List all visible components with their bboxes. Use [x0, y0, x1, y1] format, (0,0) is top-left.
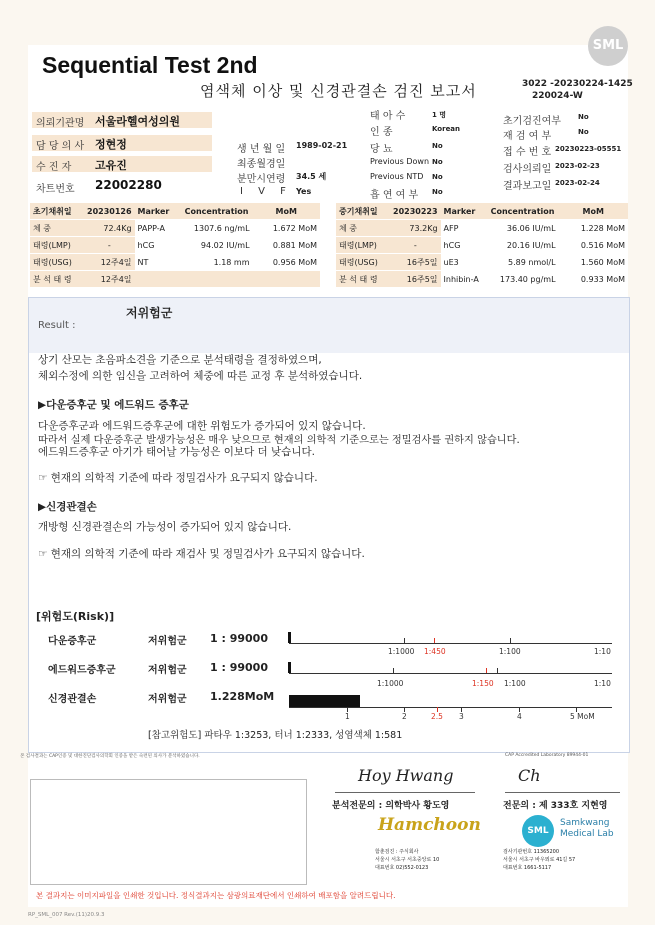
signature-line: [505, 792, 620, 793]
mom: 1.672 MoM: [253, 220, 320, 237]
marker: PAPP-A: [135, 220, 181, 237]
risk-down-level: 저위험군: [148, 636, 187, 647]
doctor-value: 정현정: [95, 138, 127, 151]
examinee-label: 수 진 자: [36, 162, 72, 173]
row-key: 태령(USG): [336, 254, 390, 271]
edwards-tick-label: 1:1000: [377, 679, 404, 688]
row-value: -: [390, 237, 441, 254]
down-tick: [404, 638, 405, 643]
mom-header: MoM: [559, 203, 628, 220]
row-key: 체 중: [30, 220, 84, 237]
edwards-tick-label: 1:150: [472, 679, 494, 688]
marker: NT: [135, 254, 181, 271]
concentration: 36.06 IU/mL: [487, 220, 559, 237]
doctor-label: 담 당 의 사: [36, 141, 85, 152]
risk-ntd-name: 신경관결손: [48, 694, 97, 705]
specialist-name: 전문의 : 제 333호 지현영: [503, 801, 608, 811]
risk-edwards-name: 에드워드증후군: [48, 665, 116, 676]
ntd-scale-line: [289, 707, 612, 708]
ntd-mom-bar: [289, 695, 360, 707]
chart-value: 22002280: [95, 178, 162, 192]
report-value: 2023-02-24: [555, 179, 600, 187]
edwards-scale-line: [289, 673, 612, 674]
address-line: 서울시 서초구 바우뫼로 41길 57: [503, 857, 576, 863]
edwards-tick-label: 1:100: [504, 679, 526, 688]
table-row: [30, 237, 320, 254]
cap-note: CAP Accredited Laboratory 89944-01: [505, 753, 589, 758]
row-key: 분 석 태 령: [336, 271, 390, 288]
dob-label: 생 년 월 일: [237, 144, 286, 155]
first-date: 20230126: [84, 203, 135, 220]
request-value: 2023-02-23: [555, 162, 600, 170]
edwards-tick: [393, 668, 394, 673]
certification-note: 본 검사결과는 CAP인증 및 대한진단검사의학회 인증을 받은 숙련된 의사가 분석하였습니다.: [20, 754, 200, 759]
row-key: 분 석 태 령: [30, 271, 84, 288]
edwards-tick: [486, 668, 487, 673]
ivf-label: I V F: [240, 186, 292, 197]
row-key: 태령(LMP): [30, 237, 84, 254]
table-row: [30, 271, 320, 288]
risk-edwards-value: 1 : 99000: [210, 661, 268, 674]
table-row: [336, 254, 628, 271]
receipt-label: 접 수 번 호: [503, 147, 552, 158]
risk-ntd-value: 1.228MoM: [210, 690, 275, 703]
address-line: 대표번호 1661-5117: [503, 865, 552, 871]
risk-title: [위험도(Risk)]: [36, 610, 115, 623]
row-value: 72.4Kg: [84, 220, 135, 237]
request-label: 검사의뢰일: [503, 164, 552, 175]
age-value: 34.5 세: [296, 172, 327, 181]
first-label: 초기검진여부: [503, 116, 561, 127]
marker: AFP: [441, 220, 487, 237]
ntd-tick-label: 1: [345, 712, 350, 721]
down-scale-line: [289, 643, 612, 644]
age-label: 분만시연령: [237, 174, 286, 185]
ntd-heading: ▶신경관결손: [38, 501, 97, 513]
row-value: -: [84, 237, 135, 254]
institution-value: 서울라헬여성의원: [95, 115, 181, 128]
concentration: 1307.6 ng/mL: [181, 220, 253, 237]
down-edwards-heading: ▶다운증후군 및 에드워드 증후군: [38, 399, 189, 411]
sml-logo-icon: SML: [588, 26, 628, 66]
conc-header: Concentration: [487, 203, 559, 220]
smoke-label: 흡 연 여 부: [370, 190, 419, 201]
concentration: 173.40 pg/mL: [487, 271, 559, 288]
sml-name-line: Medical Lab: [560, 829, 614, 839]
edwards-risk-marker: [288, 662, 291, 673]
dm-value: No: [432, 142, 443, 150]
prev-down-label: Previous Down: [370, 157, 430, 166]
lmp-label: 최종월경일: [237, 159, 286, 170]
report-title: Sequential Test 2nd: [42, 52, 258, 78]
marker-header: Marker: [135, 203, 181, 220]
result-paragraph-7: 개방형 신경관결손의 가능성이 증가되어 있지 않습니다.: [38, 521, 292, 533]
table-row: [336, 237, 628, 254]
document-number-2: 220024-W: [532, 91, 583, 101]
row-value: 12주4일: [84, 254, 135, 271]
marker: [135, 271, 181, 288]
down-tick-label: 1:100: [499, 647, 521, 656]
concentration: 1.18 mm: [181, 254, 253, 271]
edwards-tick-label: 1:10: [594, 679, 611, 688]
risk-down-value: 1 : 99000: [210, 632, 268, 645]
address-line: 서울시 서초구 서초중앙로 10: [375, 857, 440, 863]
row-value: 12주4일: [84, 271, 135, 288]
down-tick-label: 1:10: [594, 647, 611, 656]
address-line: 함춘검진 : 주식회사: [375, 849, 419, 855]
document-number-1: 3022 -20230224-1425: [522, 79, 633, 89]
mom-header: MoM: [253, 203, 320, 220]
down-tick-label: 1:450: [424, 647, 446, 656]
second-date-label: 중기채취일: [336, 203, 390, 220]
mom: [253, 271, 320, 288]
ntd-tick-label: 2.5: [431, 712, 443, 721]
table-row: [336, 220, 628, 237]
down-tick-label: 1:1000: [388, 647, 415, 656]
down-risk-marker: [288, 632, 291, 643]
first-trimester-table: [30, 203, 320, 288]
address-line: 검사기관번호 11365200: [503, 849, 560, 855]
down-tick: [510, 638, 511, 643]
result-value: 저위험군: [126, 306, 173, 320]
institution-label: 의뢰기관명: [36, 118, 85, 129]
examinee-value: 고유진: [95, 159, 127, 172]
result-header: [29, 298, 629, 353]
second-trimester-table: [336, 203, 628, 288]
table-row: [30, 203, 320, 220]
report-subtitle: 염색체 이상 및 신경관결손 검진 보고서: [200, 82, 477, 100]
signature-specialist: Ch: [518, 766, 541, 785]
result-paragraph-8: ☞ 현재의 의학적 기준에 따라 재검사 및 정밀검사가 요구되지 않습니다.: [38, 548, 365, 560]
prev-ntd-value: No: [432, 173, 443, 181]
result-paragraph-4: 따라서 실제 다운증후군 발생가능성은 매우 낮으므로 현재의 의학적 기준으로는 정밀검사를 권하지 않습니다.: [38, 435, 520, 446]
edwards-tick: [497, 668, 498, 673]
mom: 0.956 MoM: [253, 254, 320, 271]
row-value: 73.2Kg: [390, 220, 441, 237]
marker: uE3: [441, 254, 487, 271]
concentration: 20.16 IU/mL: [487, 237, 559, 254]
first-value: No: [578, 113, 589, 121]
form-number: RP_SML_007 Rev.(11)20.9.3: [28, 912, 105, 918]
ntd-tick-label: 3: [459, 712, 464, 721]
row-key: 체 중: [336, 220, 390, 237]
marker-header: Marker: [441, 203, 487, 220]
retest-value: No: [578, 128, 589, 136]
dob-value: 1989-02-21: [296, 141, 348, 150]
race-label: 인 종: [370, 127, 393, 138]
signature-analyst: Hoy Hwang: [358, 766, 454, 785]
ivf-value: Yes: [296, 187, 312, 196]
result-paragraph-5: 에드워드증후군 아기가 태어날 가능성은 이보다 더 낮습니다.: [38, 446, 315, 458]
chart-label: 차트번호: [36, 184, 75, 195]
analyst-name: 분석전문의 : 의학박사 황도영: [332, 801, 450, 811]
first-date-label: 초기채취일: [30, 203, 84, 220]
marker: Inhibin-A: [441, 271, 487, 288]
reference-risk: [참고위험도] 파타우 1:3253, 터너 1:2333, 성염색체 1:581: [148, 730, 403, 741]
dm-label: 당 뇨: [370, 144, 393, 155]
table-row: [30, 254, 320, 271]
prev-ntd-label: Previous NTD: [370, 172, 424, 181]
result-paragraph-3: 다운증후군과 에드워드증후군에 대한 위험도가 증가되어 있지 않습니다.: [38, 420, 366, 432]
prev-down-value: No: [432, 158, 443, 166]
risk-ntd-level: 저위험군: [148, 694, 187, 705]
footer-blank-box: [30, 779, 307, 885]
result-paragraph-6: ☞ 현재의 의학적 기준에 따라 정밀검사가 요구되지 않습니다.: [38, 472, 318, 484]
result-paragraph-2: 체외수정에 의한 임신을 고려하여 체중에 따른 교정 후 분석하였습니다.: [38, 370, 363, 382]
mom: 0.881 MoM: [253, 237, 320, 254]
mom: 1.228 MoM: [559, 220, 628, 237]
sml-address: [503, 848, 575, 872]
ntd-tick-label: 2: [402, 712, 407, 721]
hamchoon-logo: Hamchoon: [378, 815, 481, 835]
marker: hCG: [135, 237, 181, 254]
receipt-value: 20230223-05551: [555, 145, 622, 153]
smoke-value: No: [432, 188, 443, 196]
signature-line: [335, 792, 475, 793]
concentration: 5.89 nmol/L: [487, 254, 559, 271]
fetus-value: 1 명: [432, 111, 447, 119]
mom: 0.516 MoM: [559, 237, 628, 254]
row-key: 태령(LMP): [336, 237, 390, 254]
sml-name-line: Samkwang: [560, 818, 610, 828]
mom: 1.560 MoM: [559, 254, 628, 271]
report-label: 결과보고일: [503, 181, 552, 192]
ntd-tick-label: 5 MoM: [570, 712, 595, 721]
document-number: [522, 78, 633, 102]
row-value: 16주5일: [390, 254, 441, 271]
retest-label: 재 검 여 부: [503, 131, 552, 142]
down-tick: [434, 638, 435, 643]
table-row: [30, 220, 320, 237]
conc-header: Concentration: [181, 203, 253, 220]
marker: hCG: [441, 237, 487, 254]
row-value: 16주5일: [390, 271, 441, 288]
second-date: 20230223: [390, 203, 441, 220]
result-label: Result :: [38, 320, 76, 331]
concentration: 94.02 IU/mL: [181, 237, 253, 254]
table-row: [336, 271, 628, 288]
ntd-tick-label: 4: [517, 712, 522, 721]
mom: 0.933 MoM: [559, 271, 628, 288]
risk-edwards-level: 저위험군: [148, 665, 187, 676]
fetus-label: 태 아 수: [370, 111, 406, 122]
sml-medical-logo-icon: SML: [522, 815, 554, 847]
concentration: [181, 271, 253, 288]
risk-down-name: 다운증후군: [48, 636, 97, 647]
print-warning: 본 결과지는 이미지파일을 인쇄한 것입니다. 정식결과지는 삼광의료재단에서 인쇄하여 배포함을 알려드립니다.: [36, 891, 396, 900]
row-key: 태령(USG): [30, 254, 84, 271]
result-paragraph-1: 상기 산모는 초음파소견을 기준으로 분석태령을 결정하였으며,: [38, 354, 322, 366]
hamchoon-address: [375, 848, 439, 872]
sml-name: [560, 818, 614, 840]
address-line: 대표번호 02)552-0123: [375, 865, 429, 871]
table-row: [336, 203, 628, 220]
race-value: Korean: [432, 125, 461, 133]
